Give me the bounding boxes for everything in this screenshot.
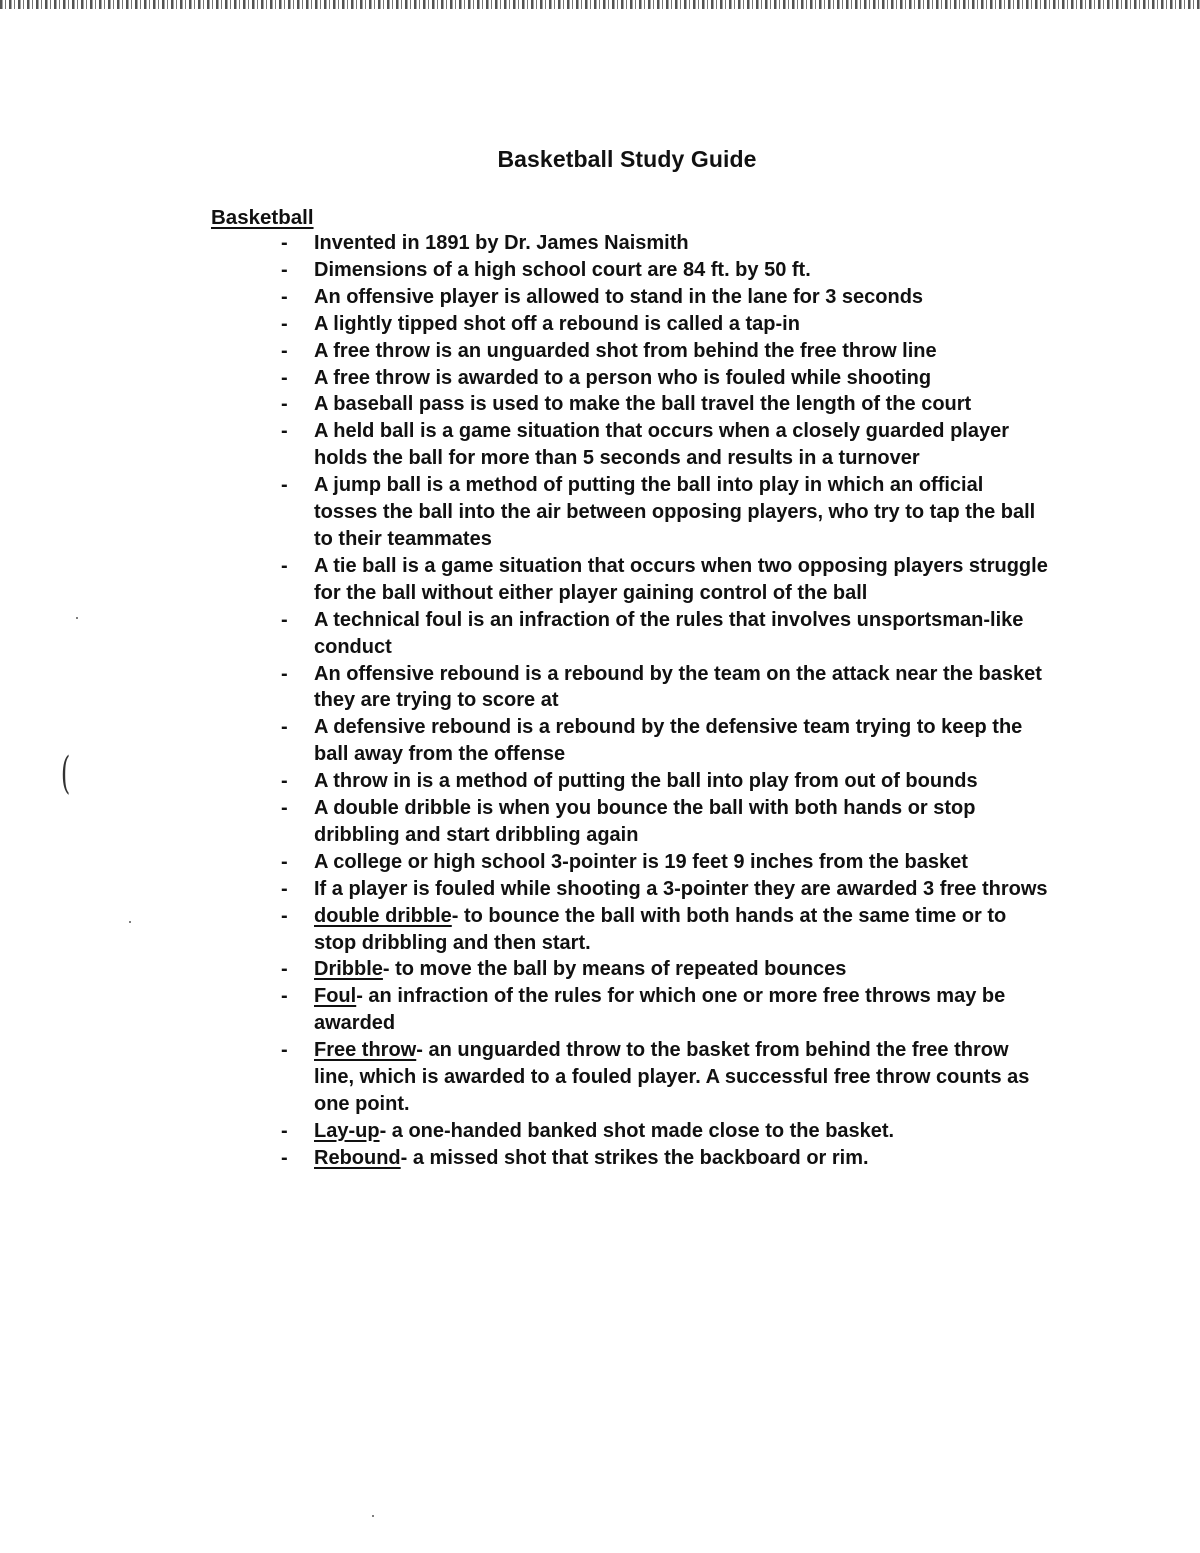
item-text: Dimensions of a high school court are 84 ft. by 50 ft. [314,258,811,281]
bullet-dash: - [281,958,288,981]
item-text: A tie ball is a game situation that occurs when two opposing players struggle for the ball without either player gaining control of the ball [314,554,1048,604]
bullet-dash: - [281,770,288,793]
bullet-dash: - [281,797,288,820]
list-item [281,230,1051,257]
bullet-dash: - [281,662,288,685]
item-text: A lightly tipped shot off a rebound is called a tap-in [314,312,800,335]
item-text: - to move the ball by means of repeated bounces [382,958,847,981]
list-item [281,714,1051,768]
list-item [281,956,1051,983]
item-text: An offensive player is allowed to stand in the lane for 3 seconds [314,285,924,308]
scan-speck [76,617,78,619]
glossary-term: Dribble [314,958,383,981]
bullet-dash: - [281,393,288,416]
item-text: A held ball is a game situation that occurs when a closely guarded player holds the ball for more than 5 seconds and results in a turnover [314,420,1010,470]
bullet-dash: - [281,850,288,873]
item-text: A free throw is awarded to a person who is fouled while shooting [314,366,932,389]
page-title: Basketball Study Guide [497,146,757,172]
item-text: - an infraction of the rules for which one or more free throws may be awarded [314,985,1006,1035]
list-item [281,1145,1051,1172]
study-guide-list [281,230,1051,1172]
list-item [281,1037,1051,1118]
item-text: A defensive rebound is a rebound by the defensive team trying to keep the ball away from the offense [314,716,1023,766]
list-item [281,903,1051,957]
glossary-term: Foul [314,985,357,1008]
scan-edge-artifact [0,0,1200,9]
scan-speck [129,921,131,923]
list-item [281,418,1051,472]
bullet-dash: - [281,554,288,577]
list-item [281,661,1051,715]
list-item [281,1118,1051,1145]
margin-paren-mark: ( [60,748,71,799]
bullet-dash: - [281,312,288,335]
bullet-dash: - [281,474,288,497]
list-item [281,553,1051,607]
item-text: A college or high school 3-pointer is 19 feet 9 inches from the basket [314,850,968,873]
list-item [281,795,1051,849]
bullet-dash: - [281,285,288,308]
list-item [281,983,1051,1037]
item-text: A jump ball is a method of putting the ball into play in which an official tosses the ball into the air between opposing players, who try to tap the ball to their teammates [314,474,1036,550]
bullet-dash: - [281,716,288,739]
list-item [281,391,1051,418]
item-text: If a player is fouled while shooting a 3-pointer they are awarded 3 free throws [314,877,1048,900]
item-text: A technical foul is an infraction of the rules that involves unsportsman-like conduct [314,608,1024,658]
item-text: A double dribble is when you bounce the ball with both hands or stop dribbling and start dribbling again [314,797,976,846]
bullet-dash: - [281,1039,288,1062]
item-text: Invented in 1891 by Dr. James Naismith [314,232,689,254]
list-item [281,607,1051,661]
item-text: - to bounce the ball with both hands at the same time or to stop dribbling and then start. [314,904,1007,954]
item-text: - a missed shot that strikes the backboard or rim. [400,1146,869,1169]
glossary-term: Free throw [314,1039,417,1062]
glossary-term: Rebound [314,1146,401,1169]
bullet-dash: - [281,366,288,389]
bullet-dash: - [281,1146,288,1169]
item-text: An offensive rebound is a rebound by the team on the attack near the basket they are trying to score at [314,662,1042,712]
bullet-dash: - [281,232,288,254]
item-text: - an unguarded throw to the basket from behind the free throw line, which is awarded to a fouled player. A successful free throw counts as one point. [314,1039,1030,1115]
glossary-term: Lay-up [314,1119,380,1142]
list-item [281,257,1051,284]
bullet-dash: - [281,1119,288,1142]
bullet-dash: - [281,420,288,443]
item-text: - a one-handed banked shot made close to the basket. [379,1119,895,1142]
list-item [281,284,1051,311]
item-text: A baseball pass is used to make the ball travel the length of the court [314,393,972,416]
section-heading: Basketball [211,206,314,229]
list-item [281,876,1051,903]
list-item [281,472,1051,553]
item-text: A free throw is an unguarded shot from behind the free throw line [314,339,937,362]
list-item [281,849,1051,876]
list-item [281,365,1051,392]
bullet-dash: - [281,985,288,1008]
item-text: A throw in is a method of putting the ball into play from out of bounds [314,770,978,793]
bullet-dash: - [281,258,288,281]
glossary-term: double dribble [314,904,452,927]
bullet-dash: - [281,608,288,631]
bullet-dash: - [281,877,288,900]
scan-speck [372,1515,374,1517]
bullet-dash: - [281,339,288,362]
bullet-dash: - [281,904,288,927]
list-item [281,311,1051,338]
list-item [281,768,1051,795]
list-item [281,338,1051,365]
